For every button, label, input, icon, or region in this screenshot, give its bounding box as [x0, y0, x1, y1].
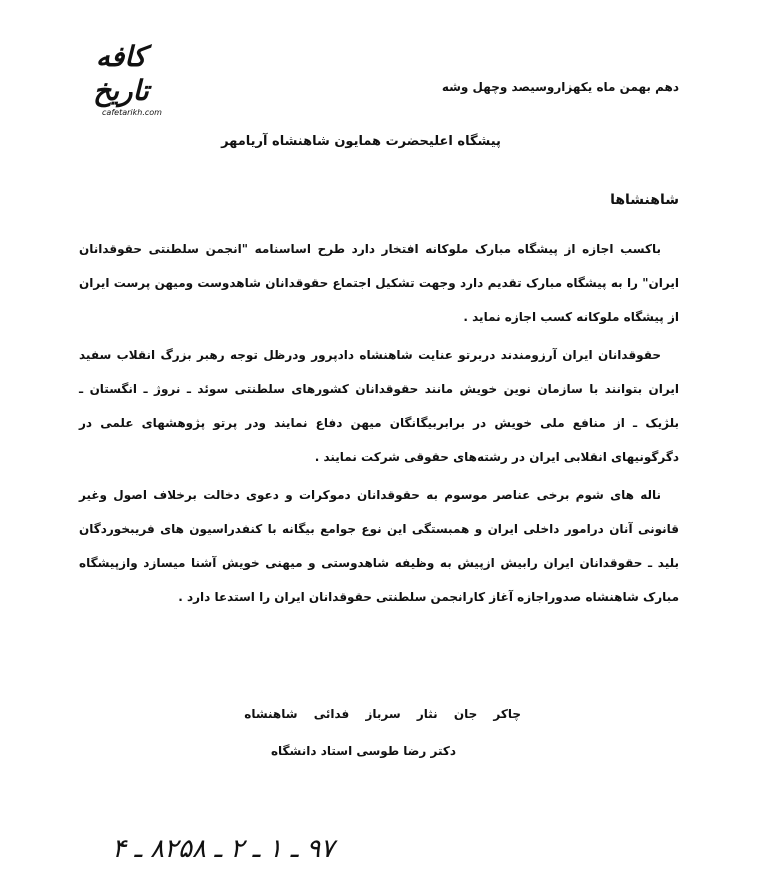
logo-title: کافه تاریخ: [93, 40, 149, 107]
letter-body: [79, 232, 679, 618]
letter-addressee: پیشگاه اعلیحضرت همایون شاهنشاه آریامهر: [221, 134, 501, 149]
cafe-tarikh-logo: [66, 40, 176, 117]
handwritten-reference-number: ۹۷ ـ ۱ ـ ۲ ـ ۸۲۵۸ ـ ۴: [112, 834, 335, 864]
letter-paragraph: ناله های شوم برخی عناصر موسوم به حقوقدانان دموکرات و دعوی دخالت برخلاف اصول وغیر قانونی آنان درامور داخلی ایران و همبستگی این نوع جوامع بیگانه با کنفدراسیون های فریبخوردگان بلید ـ حقوقدانان ایران رابیش ازپیش به وظیفه شاهدوستی و میهنی خویش آشنا میسازد وازپیشگاه مبارک شاهنشاه صدوراجازه آغاز کارانجمن سلطنتی حقوقدانان ایران را استدعا دارد .: [79, 488, 679, 604]
letter-salutation: شاهنشاها: [610, 192, 679, 208]
letter-signature: دکتر رضا طوسی استاد دانشگاه: [270, 744, 456, 758]
logo-url: cafetarikh.com: [102, 108, 162, 117]
letter-paragraph: حقوقدانان ایران آرزومندند دربرتو عنایت شاهنشاه دادپرور ودرظل توجه رهبر بزرگ انقلاب سفید ایران بتوانند با سازمان نوین خویش مانند حقوقدانان کشورهای سلطنتی سوئد ـ نروژ ـ انگستان ـ بلژیک ـ از منافع ملی خویش در برابربیگانگان میهن دفاع نمایند ودر پرتو پژوهشهای علمی در دگرگونیهای انقلابی ایران در رشته‌های حقوقی شرکت نمایند .: [79, 348, 679, 464]
letter-paragraph: باکسب اجازه از پیشگاه مبارک ملوکانه افتخار دارد طرح اساسنامه "انجمن سلطنتی حقوقدانان ایران" را به پیشگاه مبارک تقدیم دارد وجهت تشکیل اجتماع حقوقدانان شاهدوست ومیهن پرست ایران از پیشگاه ملوکانه کسب اجازه نماید .: [79, 242, 679, 324]
letter-date: دهم بهمن ماه یکهزاروسیصد وچهل وشه: [441, 80, 679, 94]
letter-closing: چاکر جان نثار سرباز فدائی شاهنشاه: [244, 707, 521, 721]
